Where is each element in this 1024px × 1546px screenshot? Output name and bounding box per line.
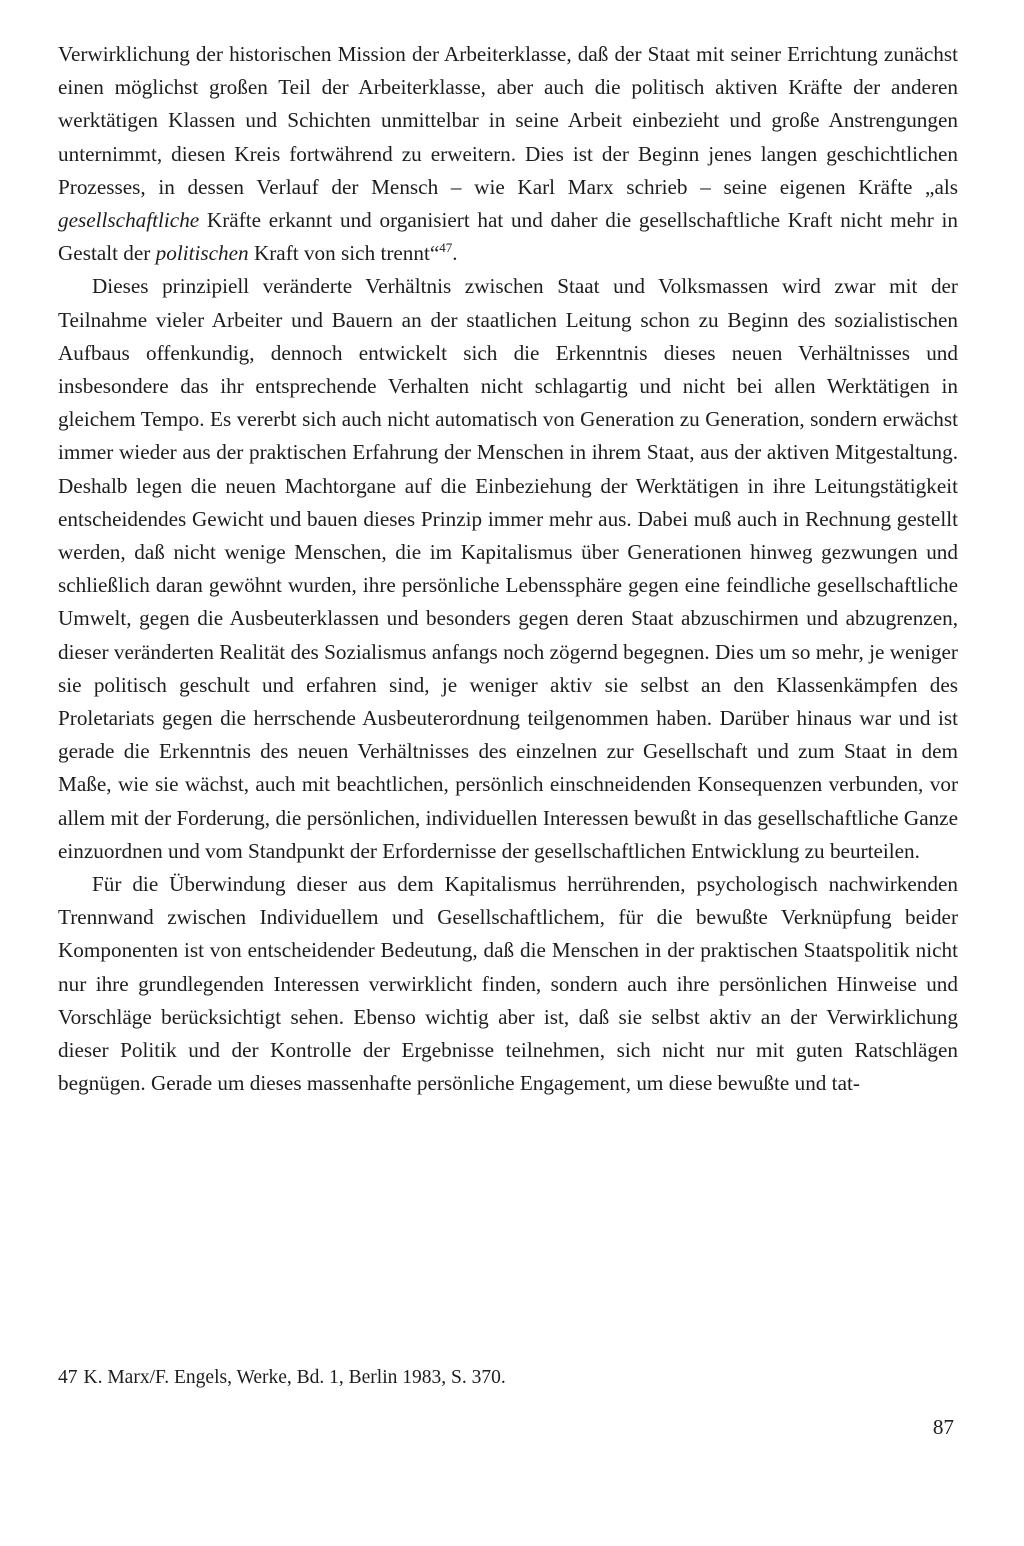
page-number: 87 [932, 1415, 954, 1439]
paragraph-2: Dieses prinzipiell veränderte Verhältnis zwischen Staat und Volksmassen wird zwar mit der Teilnahme vieler Arbeiter und Bauern an der staatlichen Leitung schon zu Beginn des sozialistischen Aufbaus offenkundig, dennoch entwickelt sich die Erkenntnis dieses neuen Verhältnisses und insbesondere das ihr entsprechende Verhalten nicht schlagartig und nicht bei allen Werktätigen in gleichem Tempo. Es vererbt sich auch nicht automatisch von Generation zu Generation, sondern erwächst immer wieder aus der praktischen Erfahrung der Menschen in ihrem Staat, aus der aktiven Mitgestaltung. Deshalb legen die neuen Machtorgane auf die Einbeziehung der Werktätigen in ihre Leitungstätigkeit entscheidendes Gewicht und bauen dieses Prinzip immer mehr aus. Dabei muß auch in Rechnung gestellt werden, daß nicht wenige Menschen, die im Kapitalismus über Generationen hinweg gezwungen und schließlich daran gewöhnt wurden, ihre persönliche Lebenssphäre gegen eine feindliche gesellschaftliche Umwelt, gegen die Ausbeuterklassen und besonders gegen deren Staat abzuschirmen und abzugrenzen, dieser veränderten Realität des Sozialismus anfangs noch zögernd begegnen. Dies um so mehr, je weniger sie politisch geschult und erfahren sind, je weniger aktiv sie selbst an den Klassenkämpfen des Proletariats gegen die herrschende Ausbeuterordnung teilgenommen haben. Darüber hinaus war und ist gerade die Erkenntnis des neuen Verhältnisses des einzelnen zur Gesellschaft und zum Staat in dem Maße, wie sie wächst, auch mit beachtlichen, persönlich einschneidenden Konsequenzen verbunden, vor allem mit der Forderung, die persönlichen, individuellen Interessen bewußt in das gesellschaftliche Ganze einzuordnen und vom Standpunkt der Erfordernisse der gesellschaftlichen Entwicklung zu beurteilen. [58, 274, 958, 863]
footnote-reference[interactable]: 47 [439, 240, 453, 256]
paragraph-1 [58, 38, 958, 270]
italic-phrase: politischen [155, 241, 249, 266]
paragraph-3: Für die Überwindung dieser aus dem Kapitalismus herrührenden, psychologisch nachwirkenden Trennwand zwischen Individuellem und Gesellschaftlichem, für die bewußte Verknüpfung beider Komponenten ist von entscheidender Bedeutung, daß die Menschen in der praktischen Staatspolitik nicht nur ihre grundlegenden Interessen verwirklicht finden, sondern auch ihre persönlichen Hinweise und Vorschläge berücksichtigt sehen. Ebenso wichtig aber ist, daß sie selbst aktiv an der Verwirklichung dieser Politik und der Kontrolle der Ergebnisse teilnehmen, sich nicht nur mit guten Ratschlägen begnügen. Gerade um dieses massenhafte persönliche Engagement, um diese bewußte und tat- [58, 872, 958, 1096]
text-segment: Kraft von sich trennt“ [248, 241, 440, 266]
footnote [58, 1364, 958, 1392]
text-segment: . [452, 241, 458, 266]
page-body [58, 38, 958, 1101]
text-segment: Verwirklichung der historischen Mission der Arbeiterklasse, daß der Staat mit seiner Errichtung zunächst einen möglichst großen Teil der Arbeiterklasse, aber auch die politisch aktiven Kräfte der anderen werktätigen Klassen und Schichten unmittelbar in seine Arbeit einbezieht und große Anstrengungen unternimmt, diesen Kreis fortwährend zu erweitern. Dies ist der Beginn jenes langen geschichtlichen Prozesses, in dessen Verlauf der Mensch – wie Karl Marx schrieb – seine eigenen Kräfte „als [58, 42, 958, 199]
italic-phrase: gesellschaftliche [58, 208, 200, 233]
footnote-text: K. Marx/F. Engels, Werke, Bd. 1, Berlin 1983, S. 370. [83, 1367, 506, 1388]
text-segment: Kräfte erkannt und organisiert hat und daher die gesellschaftliche Kraft nicht mehr in Gestalt der [58, 208, 958, 266]
footnote-number: 47 [58, 1367, 78, 1388]
